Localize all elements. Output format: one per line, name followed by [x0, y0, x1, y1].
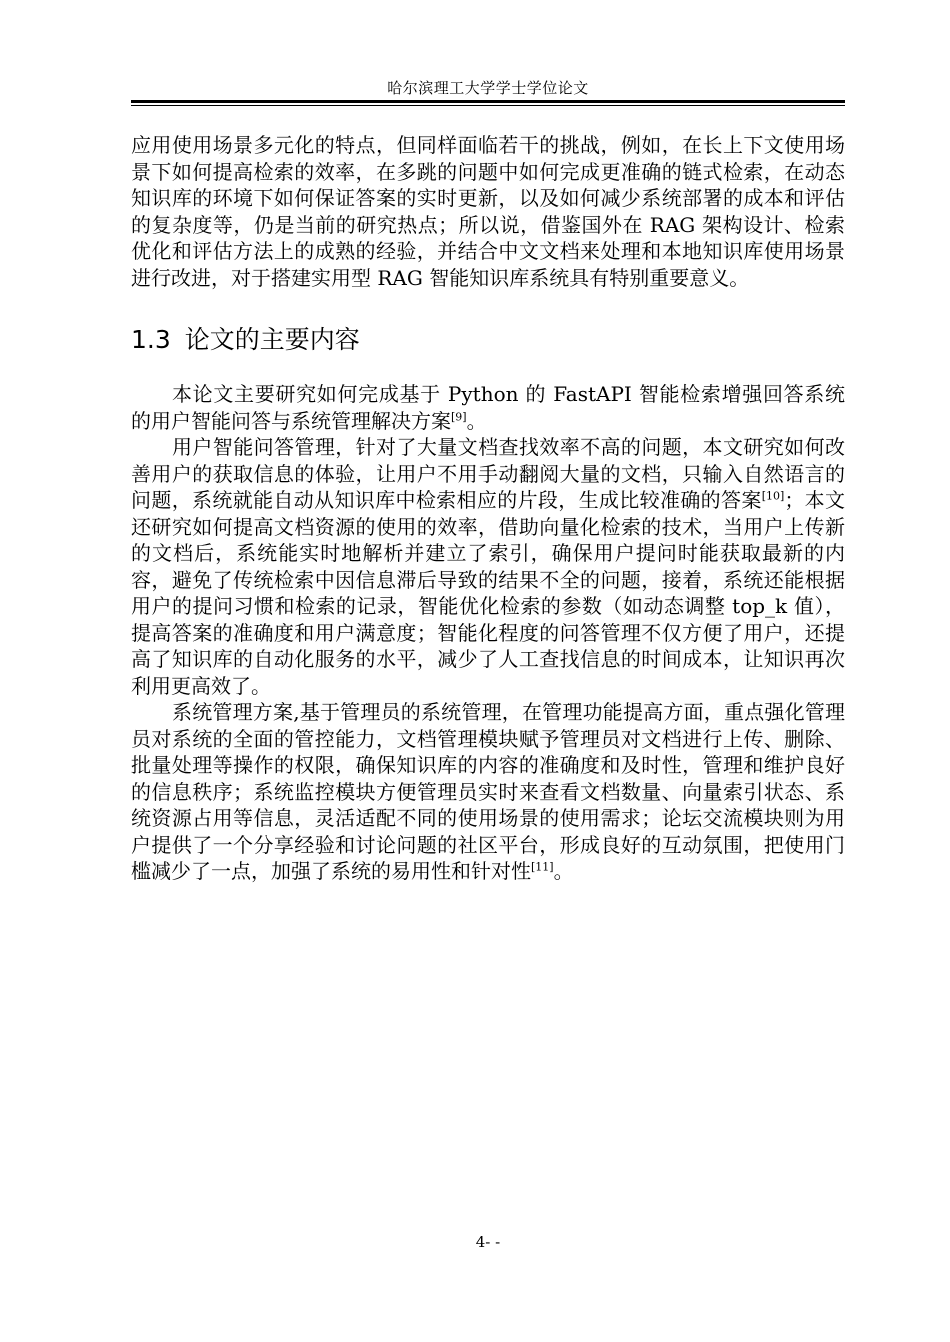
section-heading: [131, 320, 845, 360]
header-rule-thick: [131, 100, 845, 103]
header-rule-thin: [131, 105, 845, 106]
paragraph-text: 本论文主要研究如何完成基于 Python 的 FastAPI 智能检索增强回答系统的用户智能问答与系统管理解决方案: [131, 382, 845, 433]
paragraph-text: 系统管理方案,基于管理员的系统管理，在管理功能提高方面，重点强化管理员对系统的全面的管控能力，文档管理模块赋予管理员对文档进行上传、删除、批量处理等操作的权限，确保知识库的内容的准确度和及时性，管理和维护良好的信息秩序；系统监控模块方便管理员实时来查看文档数量、向量索引状态、系统资源占用等信息，灵活适配不同的使用场景的使用需求；论坛交流模块则为用户提供了一个分享经验和讨论问题的社区平台，形成良好的互动氛围，把使用门槛减少了一点，加强了系统的易用性和针对性: [131, 700, 845, 883]
citation: [11]: [531, 860, 554, 874]
page-number: 4- -: [475, 1233, 501, 1251]
paragraph-system-management: [131, 699, 845, 885]
citation: [10]: [761, 489, 785, 503]
paragraph-tail: ；本文还研究如何提高文档资源的使用的效率，借助向量化检索的技术，当用户上传新的文档后，系统能实时地解析并建立了索引，确保用户提问时能获取最新的内容，避免了传统检索中因信息滞后导致的结果不全的问题，接着，系统还能根据用户的提问习惯和检索的记录，智能优化检索的参数（如动态调整 top_k 值），提高答案的准确度和用户满意度；智能化程度的问答管理不仅方便了用户，还提高了知识库的自动化服务的水平，减少了人工查找信息的时间成本，让知识再次利用更高效了。: [131, 488, 846, 698]
section-title: 论文的主要内容: [184, 325, 360, 354]
paragraph-research-goal: [131, 381, 845, 434]
citation: [9]: [451, 409, 467, 423]
continued-paragraph: 应用使用场景多元化的特点，但同样面临若干的挑战，例如，在长上下文使用场景下如何提高检索的效率，在多跳的问题中如何完成更准确的链式检索，在动态知识库的环境下如何保证答案的实时更新，以及如何减少系统部署的成本和评估的复杂度等，仍是当前的研究热点；所以说，借鉴国外在 RAG 架构设计、检索优化和评估方法上的成熟的经验，并结合中文文档来处理和本地知识库使用场景进行改进，对于搭建实用型 RAG 智能知识库系统具有特别重要意义。: [131, 133, 845, 290]
section-content: [131, 381, 845, 885]
paragraph-tail: 。: [466, 408, 487, 433]
paragraph-text: 用户智能问答管理，针对了大量文档查找效率不高的问题，本文研究如何改善用户的获取信息的体验，让用户不用手动翻阅大量的文档，只输入自然语言的问题，系统就能自动从知识库中检索相应的片段，生成比较准确的答案: [131, 435, 845, 512]
paragraph-user-qa: [131, 434, 845, 699]
running-header: 哈尔滨理工大学学士学位论文: [387, 79, 589, 97]
section-number: 1.3: [131, 325, 171, 354]
paragraph-tail: 。: [553, 859, 574, 883]
